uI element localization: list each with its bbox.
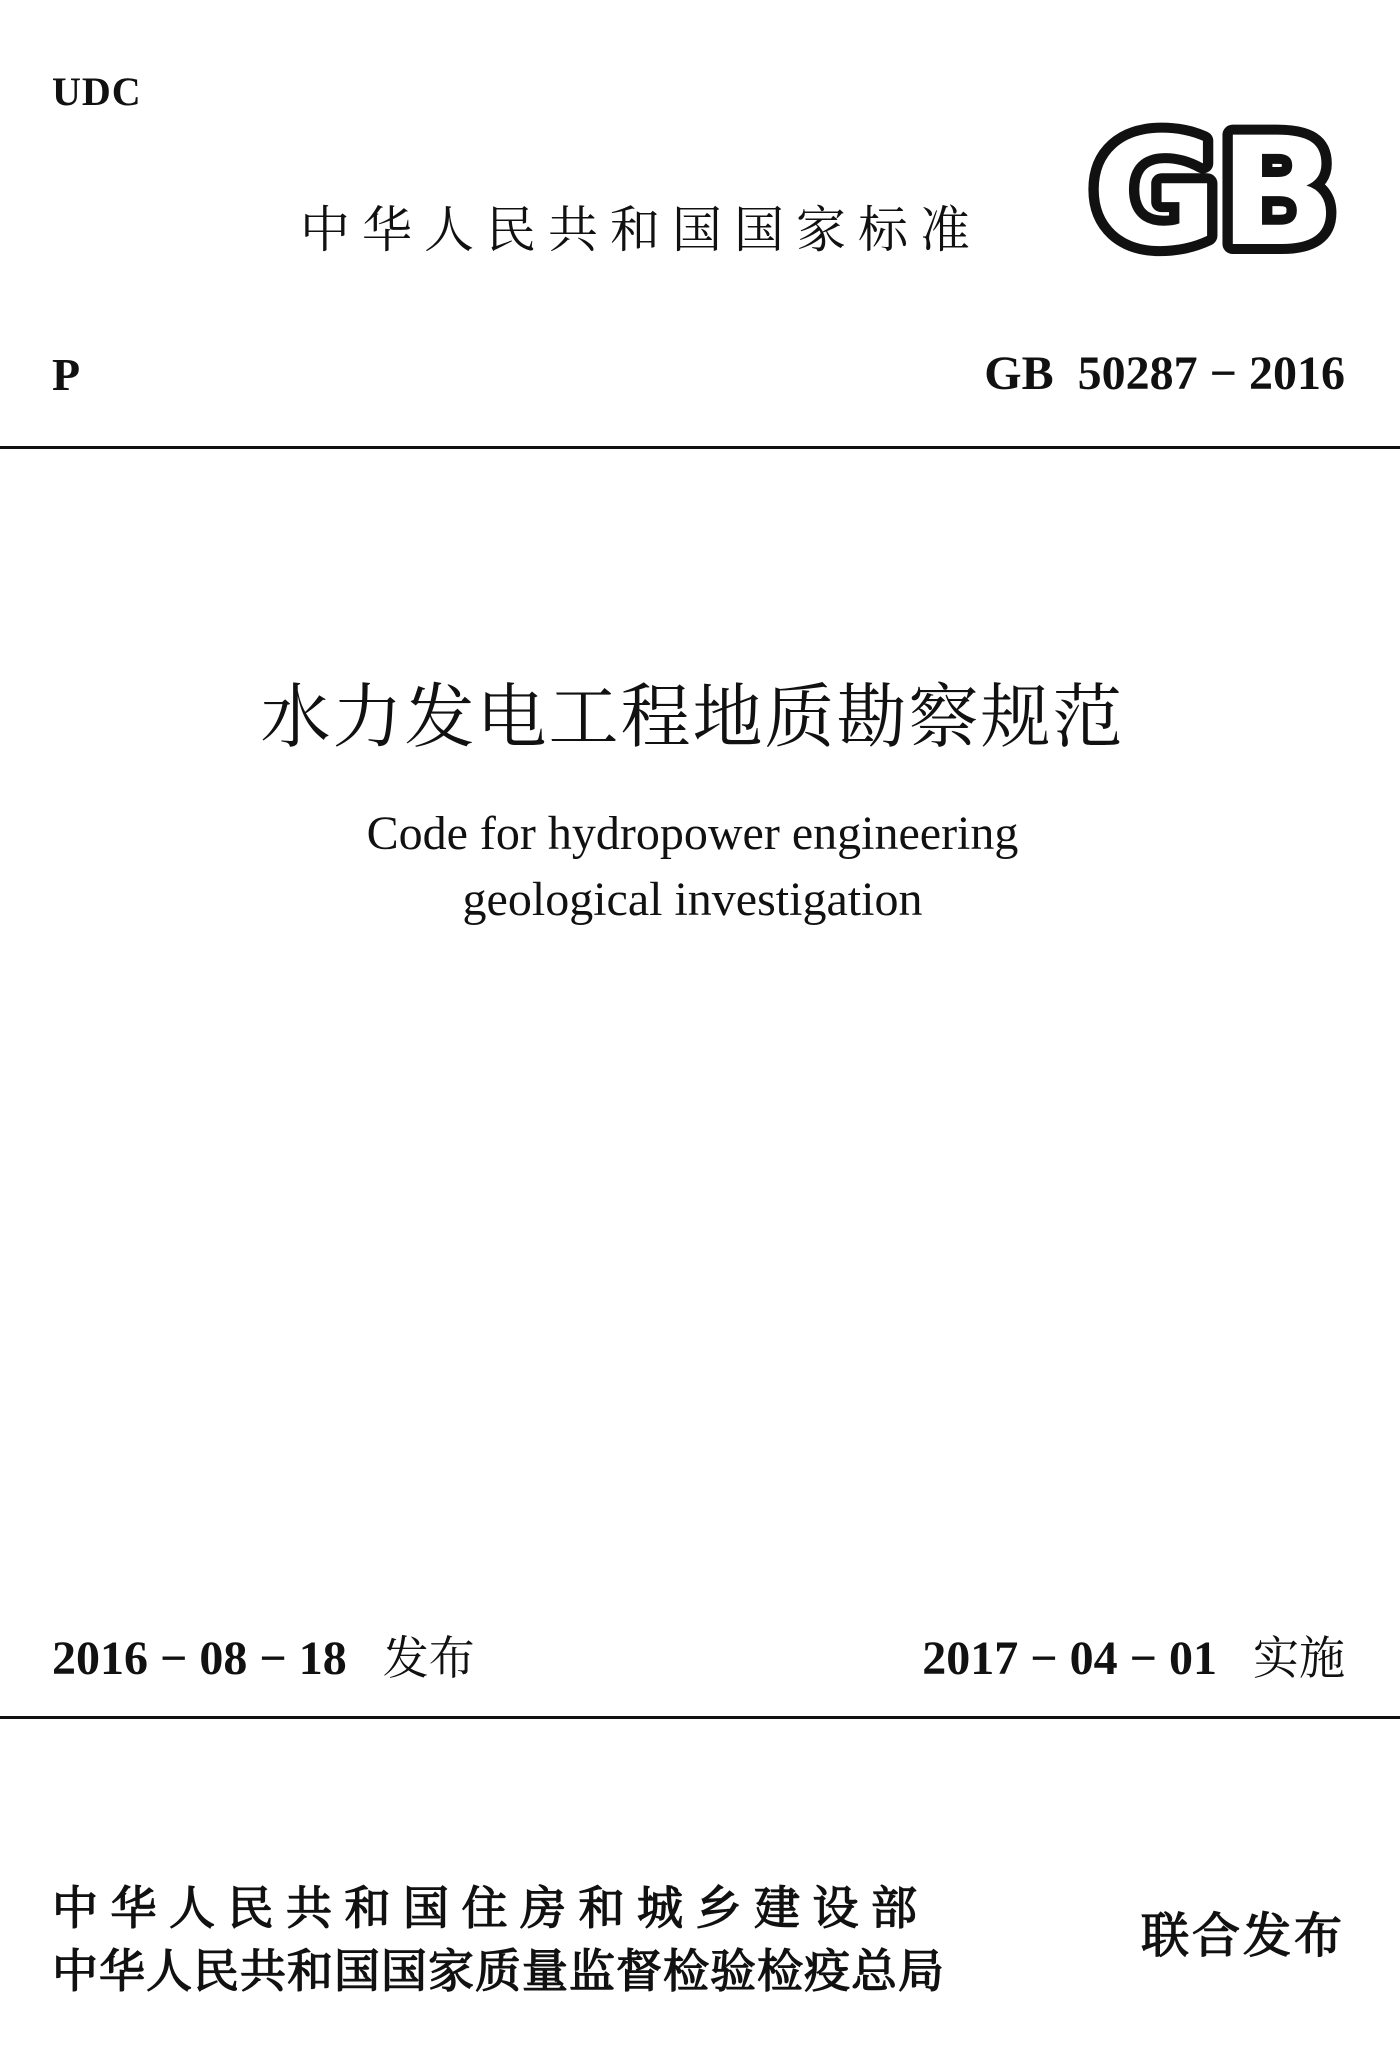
issuer-aqsiq: 中华人民共和国国家质量监督检验检疫总局: [52, 1944, 945, 1998]
top-divider: [0, 446, 1400, 449]
issuer-ministry-housing: 中华人民共和国住房和城乡建设部: [52, 1881, 930, 1935]
issue-date: 2016 − 08 − 18: [52, 1632, 347, 1685]
implement-date-block: [922, 1631, 1345, 1685]
title-chinese: 水力发电工程地质勘察规范: [260, 676, 1125, 758]
gb-logo: [1083, 122, 1345, 258]
issue-date-block: [52, 1631, 475, 1685]
issue-label: 发布: [382, 1631, 475, 1685]
gb-logo-text: GB: [1091, 122, 1337, 258]
classification-code: P: [52, 349, 81, 400]
national-standard-heading: 中华人民共和国国家标准: [300, 201, 982, 259]
title-english-line2: geological investigation: [462, 873, 923, 926]
title-english-line1: Code for hydropower engineering: [366, 807, 1019, 860]
udc-label: UDC: [52, 69, 142, 114]
implement-date: 2017 − 04 − 01: [922, 1632, 1217, 1685]
bottom-divider: [0, 1716, 1400, 1719]
standard-number: GB 50287 − 2016: [984, 347, 1345, 400]
implement-label: 实施: [1253, 1631, 1345, 1685]
joint-release-label: 联合发布: [1140, 1908, 1345, 1964]
